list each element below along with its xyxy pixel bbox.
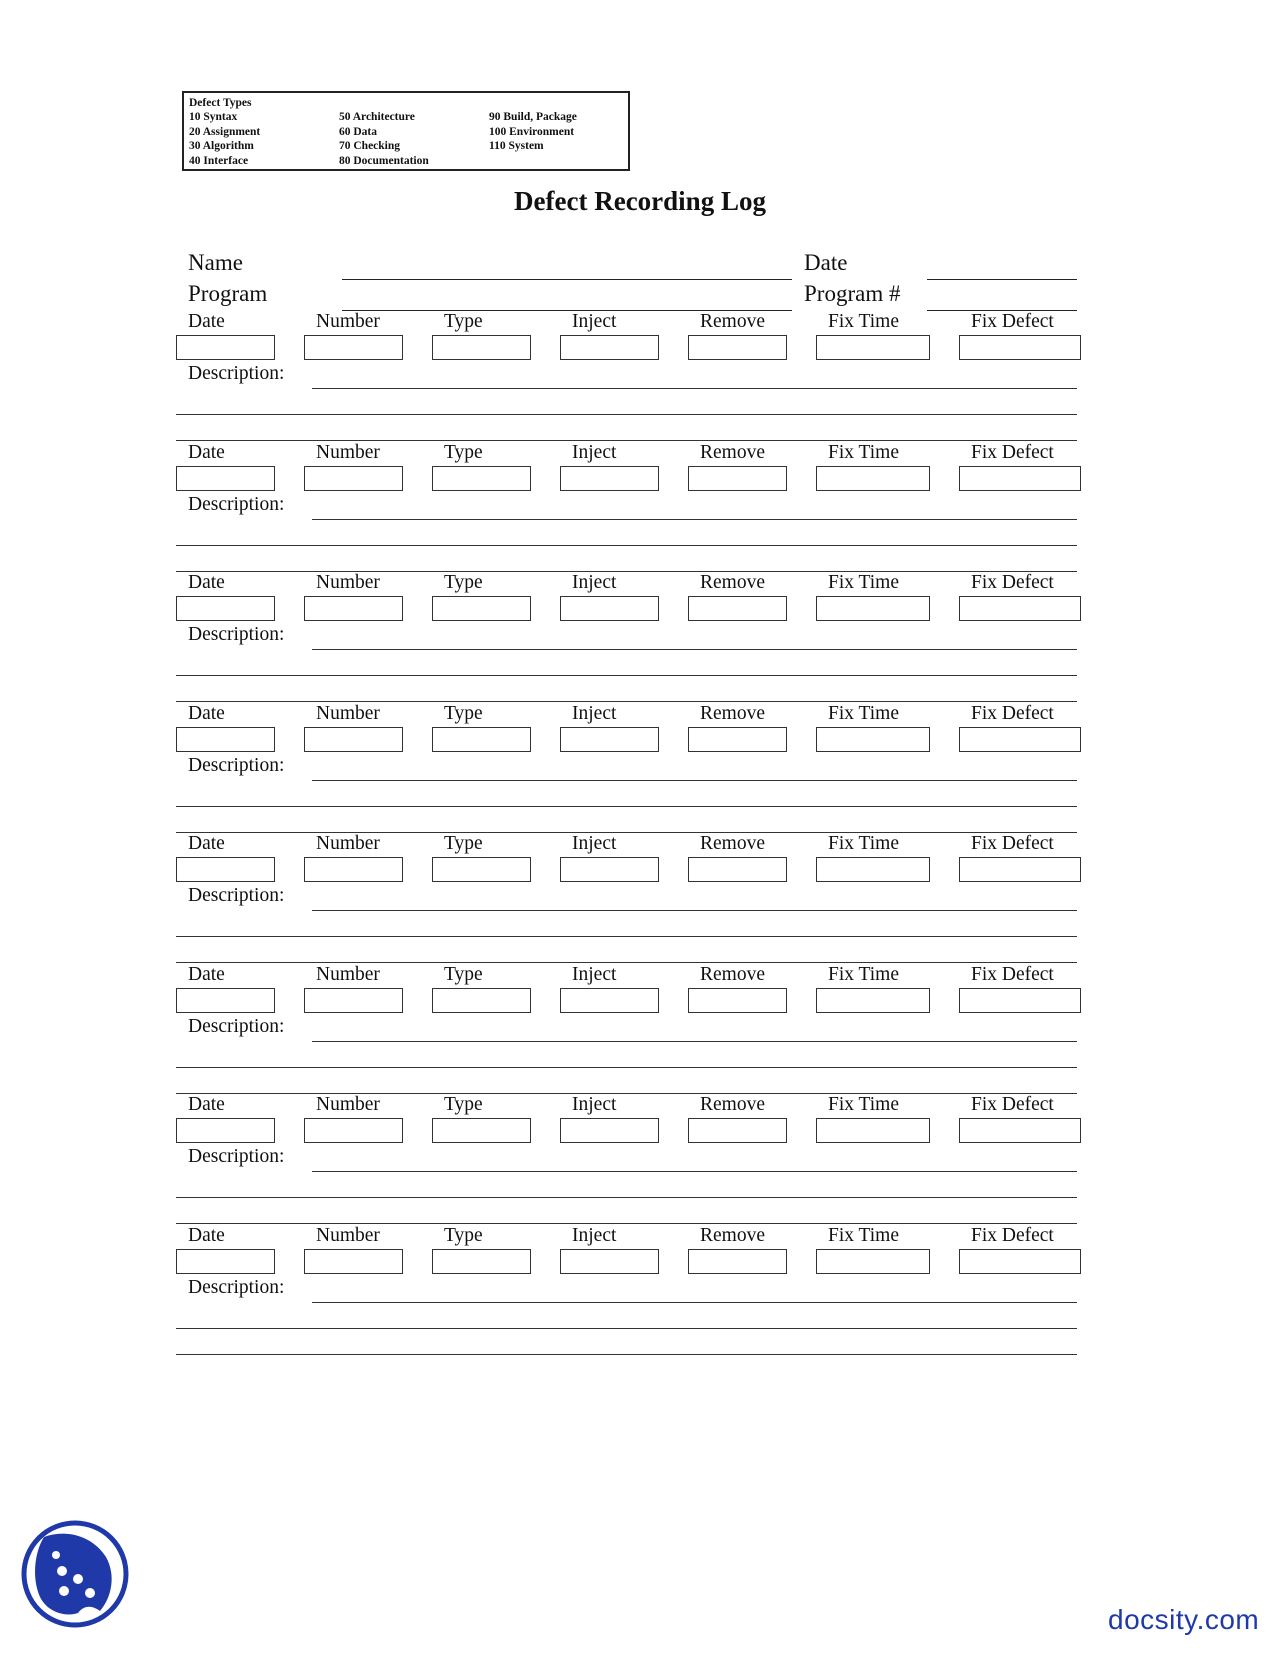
defect-type-item: 90 Build, Package <box>489 111 577 123</box>
field-label: Number <box>316 441 380 463</box>
description-line[interactable] <box>176 936 1077 937</box>
field-label: Inject <box>572 441 617 463</box>
field-input-box[interactable] <box>432 857 531 882</box>
defect-entry <box>0 442 1280 572</box>
field-input-box[interactable] <box>688 335 787 360</box>
field-input-box[interactable] <box>816 466 930 491</box>
description-line[interactable] <box>176 1328 1077 1329</box>
field-label: Type <box>444 702 483 724</box>
field-label: Fix Defect <box>971 963 1054 985</box>
field-label: Remove <box>700 963 765 985</box>
field-input-box[interactable] <box>176 988 275 1013</box>
description-line[interactable] <box>176 1067 1077 1068</box>
description-label: Description: <box>188 363 285 384</box>
field-input-box[interactable] <box>304 727 403 752</box>
program-number-label: Program # <box>804 281 901 306</box>
field-label: Type <box>444 833 483 854</box>
field-label: Remove <box>700 572 765 593</box>
field-label: Remove <box>700 702 765 724</box>
field-input-box[interactable] <box>688 857 787 882</box>
field-label: Fix Defect <box>971 311 1054 332</box>
field-input-box[interactable] <box>560 1249 659 1274</box>
defect-entry <box>0 703 1280 833</box>
description-line[interactable] <box>176 414 1077 415</box>
field-input-box[interactable] <box>432 596 531 621</box>
field-label: Inject <box>572 1094 617 1115</box>
field-input-box[interactable] <box>304 596 403 621</box>
field-label: Number <box>316 833 380 854</box>
description-label: Description: <box>188 1015 285 1037</box>
field-label: Fix Time <box>828 963 900 985</box>
defect-entry <box>0 1094 1280 1224</box>
field-input-box[interactable] <box>959 596 1081 621</box>
field-label: Date <box>188 1224 225 1246</box>
defect-type-item: 40 Interface <box>189 154 249 167</box>
field-input-box[interactable] <box>304 466 403 491</box>
field-label: Date <box>188 963 225 985</box>
field-label: Remove <box>700 833 765 854</box>
name-input-line[interactable] <box>342 279 792 280</box>
field-label: Type <box>444 572 483 593</box>
field-input-box[interactable] <box>688 466 787 491</box>
field-label: Fix Defect <box>971 833 1054 854</box>
defect-entry <box>0 1225 1280 1355</box>
defect-type-item: 10 Syntax <box>189 111 238 123</box>
description-label: Description: <box>188 1276 285 1298</box>
field-input-box[interactable] <box>959 335 1081 360</box>
defect-type-item: 70 Checking <box>339 140 401 152</box>
field-label: Inject <box>572 833 617 854</box>
field-input-box[interactable] <box>432 466 531 491</box>
field-input-box[interactable] <box>816 1118 930 1143</box>
field-input-box[interactable] <box>560 988 659 1013</box>
defect-type-item: 50 Architecture <box>339 111 415 123</box>
field-input-box[interactable] <box>432 988 531 1013</box>
field-input-box[interactable] <box>959 1118 1081 1143</box>
field-label: Fix Defect <box>971 702 1054 724</box>
field-input-box[interactable] <box>816 857 930 882</box>
description-line[interactable] <box>312 649 1077 650</box>
field-label: Type <box>444 441 483 463</box>
field-label: Inject <box>572 1224 617 1246</box>
defect-type-item: 100 Environment <box>489 125 575 138</box>
defect-type-item: 20 Assignment <box>189 125 261 138</box>
field-label: Number <box>316 1094 380 1115</box>
field-input-box[interactable] <box>560 466 659 491</box>
field-input-box[interactable] <box>176 466 275 491</box>
field-label: Date <box>188 833 225 854</box>
field-input-box[interactable] <box>176 727 275 752</box>
field-input-box[interactable] <box>176 596 275 621</box>
brand-watermark: docsity.com <box>1108 1604 1260 1635</box>
defect-entry <box>0 572 1280 702</box>
field-input-box[interactable] <box>816 988 930 1013</box>
docsity-logo-icon <box>20 1519 130 1629</box>
field-input-box[interactable] <box>304 1118 403 1143</box>
field-label: Date <box>188 441 225 463</box>
description-label: Description: <box>188 754 285 776</box>
field-label: Remove <box>700 1224 765 1246</box>
field-label: Remove <box>700 311 765 332</box>
defect-type-item: 110 System <box>489 140 544 152</box>
field-input-box[interactable] <box>688 1118 787 1143</box>
field-label: Inject <box>572 311 617 332</box>
field-input-box[interactable] <box>304 857 403 882</box>
field-input-box[interactable] <box>432 1118 531 1143</box>
field-label: Fix Time <box>828 311 900 332</box>
defect-types-legend <box>182 91 630 171</box>
defect-type-item: 80 Documentation <box>339 154 429 167</box>
field-label: Type <box>444 1094 483 1115</box>
description-label: Description: <box>188 624 285 645</box>
field-label: Fix Defect <box>971 1224 1054 1246</box>
field-input-box[interactable] <box>176 1118 275 1143</box>
field-input-box[interactable] <box>304 1249 403 1274</box>
field-label: Date <box>188 1094 225 1115</box>
field-input-box[interactable] <box>432 727 531 752</box>
description-line[interactable] <box>312 1302 1077 1303</box>
field-label: Fix Time <box>828 572 900 593</box>
field-label: Number <box>316 572 380 593</box>
page-title: Defect Recording Log <box>514 186 766 216</box>
description-label: Description: <box>188 885 285 906</box>
field-input-box[interactable] <box>304 988 403 1013</box>
defect-entry <box>0 833 1280 963</box>
defect-types-column-3 <box>489 110 577 154</box>
field-label: Type <box>444 311 483 332</box>
field-label: Inject <box>572 572 617 593</box>
field-label: Fix Defect <box>971 572 1054 593</box>
field-input-box[interactable] <box>176 857 275 882</box>
program-label: Program <box>188 281 268 306</box>
field-input-box[interactable] <box>560 727 659 752</box>
field-input-box[interactable] <box>959 466 1081 491</box>
defect-types-title: Defect Types <box>189 97 252 109</box>
defect-entry <box>0 311 1280 441</box>
field-label: Fix Time <box>828 702 900 724</box>
field-input-box[interactable] <box>560 596 659 621</box>
field-label: Fix Time <box>828 833 900 854</box>
field-input-box[interactable] <box>560 1118 659 1143</box>
field-input-box[interactable] <box>432 1249 531 1274</box>
field-label: Type <box>444 963 483 985</box>
field-input-box[interactable] <box>560 857 659 882</box>
field-input-box[interactable] <box>959 1249 1081 1274</box>
field-label: Inject <box>572 963 617 985</box>
field-input-box[interactable] <box>816 335 930 360</box>
field-label: Remove <box>700 1094 765 1115</box>
field-label: Date <box>188 572 225 593</box>
field-input-box[interactable] <box>176 335 275 360</box>
description-line[interactable] <box>312 1171 1077 1172</box>
defect-type-item: 30 Algorithm <box>189 140 254 152</box>
field-input-box[interactable] <box>560 335 659 360</box>
field-input-box[interactable] <box>688 727 787 752</box>
field-input-box[interactable] <box>432 335 531 360</box>
field-input-box[interactable] <box>688 596 787 621</box>
field-label: Fix Defect <box>971 441 1054 463</box>
field-label: Number <box>316 311 380 332</box>
description-line[interactable] <box>176 1197 1077 1198</box>
field-input-box[interactable] <box>304 335 403 360</box>
defect-types-column-2 <box>339 110 429 168</box>
description-line[interactable] <box>312 780 1077 781</box>
field-input-box[interactable] <box>959 857 1081 882</box>
description-label: Description: <box>188 1146 285 1167</box>
field-input-box[interactable] <box>816 596 930 621</box>
field-label: Inject <box>572 702 617 724</box>
separator-line <box>176 1354 1077 1355</box>
field-label: Date <box>188 702 225 724</box>
field-input-box[interactable] <box>176 1249 275 1274</box>
description-label: Description: <box>188 493 285 515</box>
defect-type-item: 60 Data <box>339 125 378 138</box>
description-line[interactable] <box>176 806 1077 807</box>
field-input-box[interactable] <box>816 1249 930 1274</box>
field-input-box[interactable] <box>816 727 930 752</box>
field-input-box[interactable] <box>959 727 1081 752</box>
description-line[interactable] <box>176 545 1077 546</box>
field-label: Remove <box>700 441 765 463</box>
defect-types-column-1 <box>189 110 260 168</box>
description-line[interactable] <box>312 910 1077 911</box>
field-label: Fix Defect <box>971 1094 1054 1115</box>
field-label: Fix Time <box>828 1224 900 1246</box>
field-label: Type <box>444 1224 483 1246</box>
description-line[interactable] <box>312 1041 1077 1042</box>
field-input-box[interactable] <box>688 1249 787 1274</box>
field-label: Date <box>188 311 225 332</box>
field-label: Number <box>316 963 380 985</box>
date-input-line[interactable] <box>927 279 1077 280</box>
field-input-box[interactable] <box>959 988 1081 1013</box>
field-input-box[interactable] <box>688 988 787 1013</box>
description-line[interactable] <box>312 388 1077 389</box>
defect-entry <box>0 964 1280 1094</box>
field-label: Fix Time <box>828 1094 900 1115</box>
date-label: Date <box>804 250 848 275</box>
field-label: Number <box>316 702 380 724</box>
field-label: Fix Time <box>828 441 900 463</box>
description-line[interactable] <box>312 519 1077 520</box>
field-label: Number <box>316 1224 380 1246</box>
name-label: Name <box>188 250 243 275</box>
description-line[interactable] <box>176 675 1077 676</box>
